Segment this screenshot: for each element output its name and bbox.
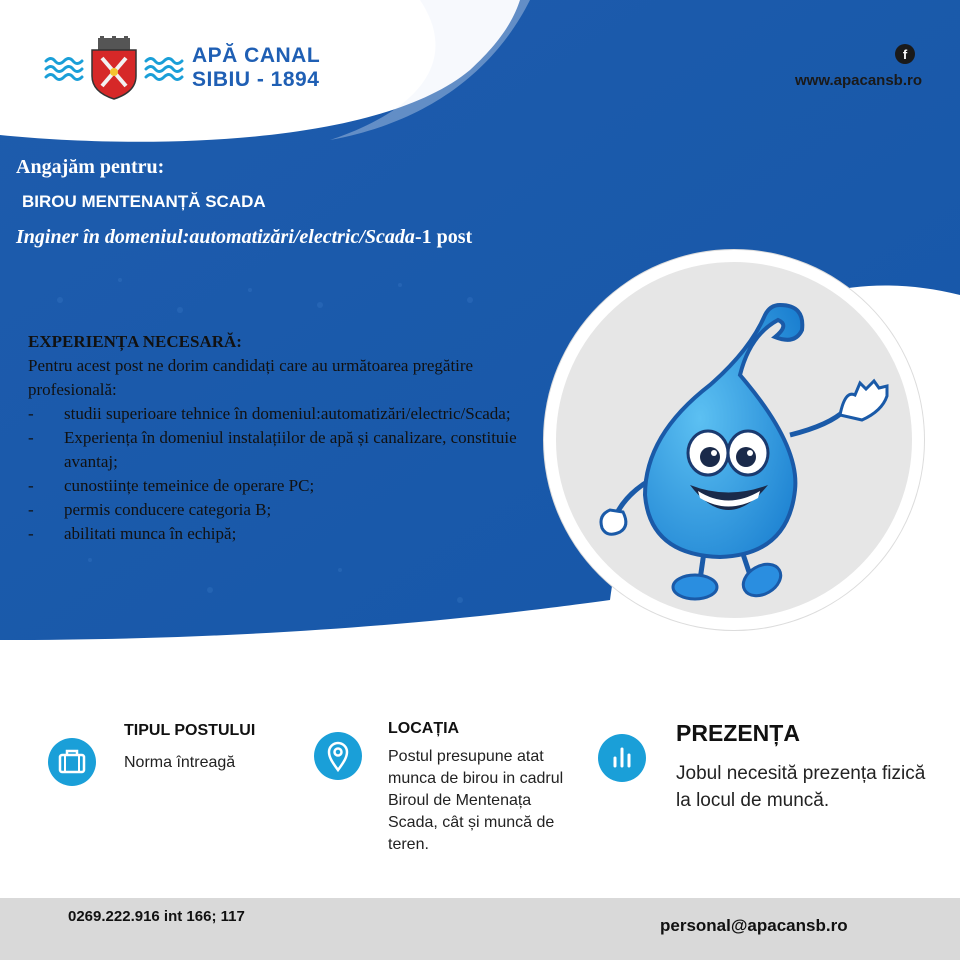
brand-name-line2: SIBIU - 1894 xyxy=(192,68,320,91)
phone-number[interactable]: 0269.222.916 int 166; 117 xyxy=(68,908,245,925)
waves-icon xyxy=(144,53,184,83)
list-item xyxy=(28,474,518,498)
list-item-text: permis conducere categoria B; xyxy=(64,500,272,519)
briefcase-icon xyxy=(48,738,96,786)
location-text: Postul presupune atat munca de birou in cadrul Biroul de Mentenața Scada, cât și muncă de teren. xyxy=(388,748,564,853)
experience-section xyxy=(28,330,518,546)
experience-title: EXPERIENȚA NECESARĂ: xyxy=(28,332,242,351)
list-item-text: studii superioare tehnice în domeniul:automatizări/electric/Scada; xyxy=(64,404,511,423)
list-item xyxy=(28,402,518,426)
list-item xyxy=(28,426,518,474)
presence-text: Jobul necesită prezența fizică la locul de muncă. xyxy=(676,763,926,811)
role-title: Inginer în domeniul:automatizări/electric/Scada xyxy=(16,226,415,248)
company-logo xyxy=(44,36,320,100)
bullet-dash: - xyxy=(28,404,34,423)
bullet-dash: - xyxy=(28,500,34,519)
job-type-text: Norma întreagă xyxy=(124,754,236,771)
list-item-text: cunostiințe temeinice de operare PC; xyxy=(64,476,315,495)
footer-bar xyxy=(0,898,960,960)
water-drop-mascot-icon xyxy=(590,295,900,615)
list-item xyxy=(28,498,518,522)
experience-intro: Pentru acest post ne dorim candidați care au următoarea pregătire profesională: xyxy=(28,356,474,399)
role-count: -1 post xyxy=(414,226,473,248)
website-link[interactable]: www.apacansb.ro xyxy=(795,72,922,89)
bullet-dash: - xyxy=(28,476,34,495)
job-type-title: TIPUL POSTULUI xyxy=(124,722,256,739)
brand-name xyxy=(192,44,320,92)
role-heading xyxy=(16,226,472,249)
waves-icon xyxy=(44,53,84,83)
brand-name-line1: APĂ CANAL xyxy=(192,44,321,67)
list-item-text: Experiența în domeniul instalațiilor de apă și canalizare, constituie avantaj; xyxy=(64,428,517,471)
list-item-text: abilitati munca în echipă; xyxy=(64,524,237,543)
location-pin-icon xyxy=(314,732,362,780)
department-heading: BIROU MENTENANȚĂ SCADA xyxy=(22,192,266,211)
bullet-dash: - xyxy=(28,428,34,447)
presence-title: PREZENȚA xyxy=(676,720,800,746)
city-crest-icon xyxy=(88,36,140,100)
hire-heading: Angajăm pentru: xyxy=(16,156,165,178)
list-item xyxy=(28,522,518,546)
requirements-list xyxy=(28,402,518,546)
facebook-icon[interactable]: f xyxy=(895,44,915,64)
email-link[interactable]: personal@apacansb.ro xyxy=(660,916,848,935)
bullet-dash: - xyxy=(28,524,34,543)
location-title: LOCAȚIA xyxy=(388,720,460,737)
bar-chart-icon xyxy=(598,734,646,782)
